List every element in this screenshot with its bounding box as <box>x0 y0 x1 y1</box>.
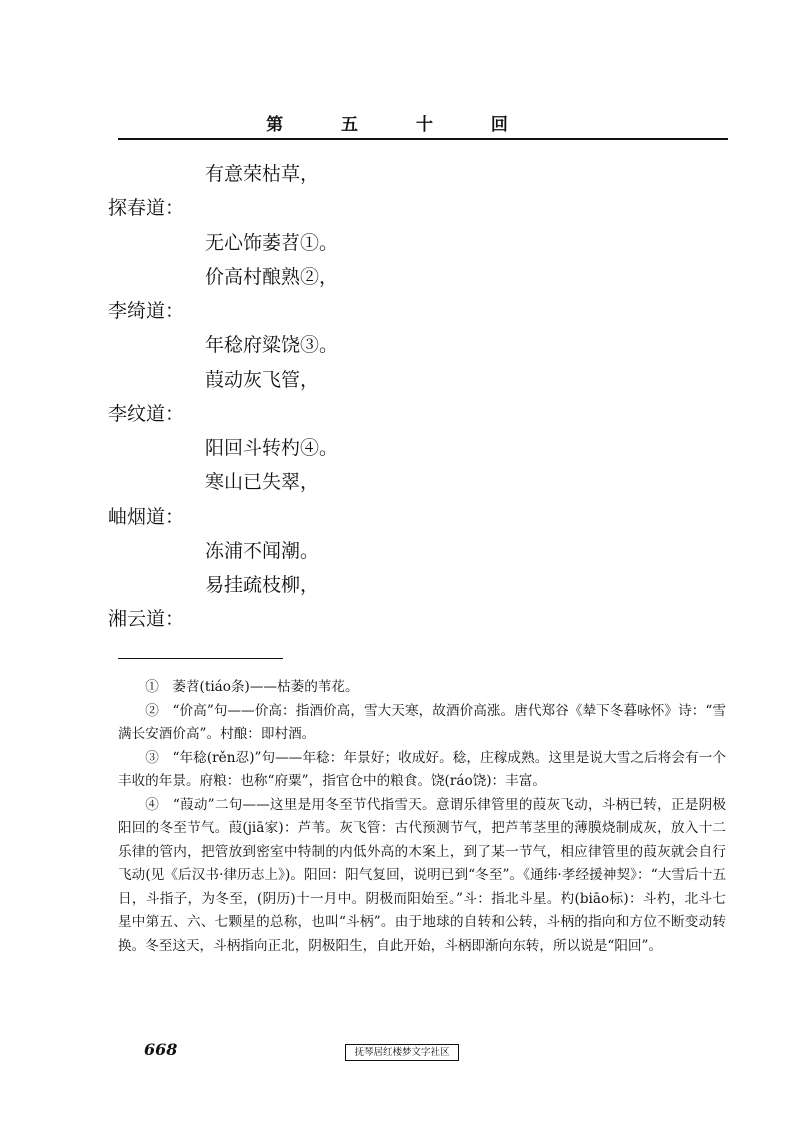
footnote-2: ② “价高”句——价高：指酒价高，雪大天寒，故酒价高涨。唐代郑谷《辇下冬暮咏怀》诗：“雪满长安酒价高”。村酿：即村酒。 <box>118 702 726 742</box>
speaker-xiuyan: 岫烟道： <box>108 506 185 528</box>
poem-line-4: 年稔府粱饶③。 <box>205 334 339 356</box>
poem-line-6: 阳回斗转杓④。 <box>205 437 339 459</box>
speaker-liwen: 李纹道： <box>108 403 185 425</box>
footnote-4: ④ “葭动”二句——这里是用冬至节代指雪天。意谓乐律管里的葭灰飞动，斗柄已转，正是阴极阳回的冬至节气。葭(jiā家)：芦苇。灰飞管：古代预测节气，把芦苇茎里的薄膜烧制成灰，放入十二乐律的管内，把管放到密室中特制的内低外高的木案上，到了某一节气，相应律管里的葭灰就会自行飞动(见《后汉书·律历志上》)。阳回：阳气复回，说明已到“冬至”。《通纬·孝经援神契》：“大雪后十五日，斗指子，为冬至，(阴历)十一月中。阴极而阳始至。”斗：指北斗星。杓(biāo标)：斗杓，北斗七星中第五、六、七颗星的总称，也叫“斗柄”。由于地球的自转和公转，斗柄的指向和方位不断变动转换。冬至这天，斗柄指向正北，阴极阳生，自此开始，斗柄即渐向东转，所以说是“阳回”。 <box>118 796 726 954</box>
page-number: 668 <box>144 1040 178 1059</box>
poem-line-3: 价高村酿熟②， <box>205 266 339 288</box>
poem-line-1: 有意荣枯草， <box>205 163 320 185</box>
speaker-liqi: 李绮道： <box>108 300 185 322</box>
poem-line-7: 寒山已失翠， <box>205 471 320 493</box>
footnote-rule <box>118 658 283 659</box>
footnote-3: ③ “年稔(rěn忍)”句——年稔：年景好；收成好。稔，庄稼成熟。这里是说大雪之后将会有一个丰收的年景。府粮：也称“府粟”，指官仓中的粮食。饶(ráo饶)：丰富。 <box>118 749 726 789</box>
footnotes <box>118 676 726 958</box>
page-header-title: 第 五 十 回 <box>266 115 534 135</box>
poem-line-5: 葭动灰飞管， <box>205 369 320 391</box>
speaker-tanchun: 探春道： <box>108 197 185 219</box>
poem-line-9: 易挂疏枝柳， <box>205 574 320 596</box>
poem-line-8: 冻浦不闻潮。 <box>205 540 320 562</box>
footnote-1: ① 萎苕(tiáo条)——枯萎的苇花。 <box>145 679 359 695</box>
speaker-xiangyun: 湘云道： <box>108 608 185 630</box>
source-stamp: 抚琴居红楼梦文字社区 <box>345 1044 459 1061</box>
poem-line-2: 无心饰萎苕①。 <box>205 232 339 254</box>
